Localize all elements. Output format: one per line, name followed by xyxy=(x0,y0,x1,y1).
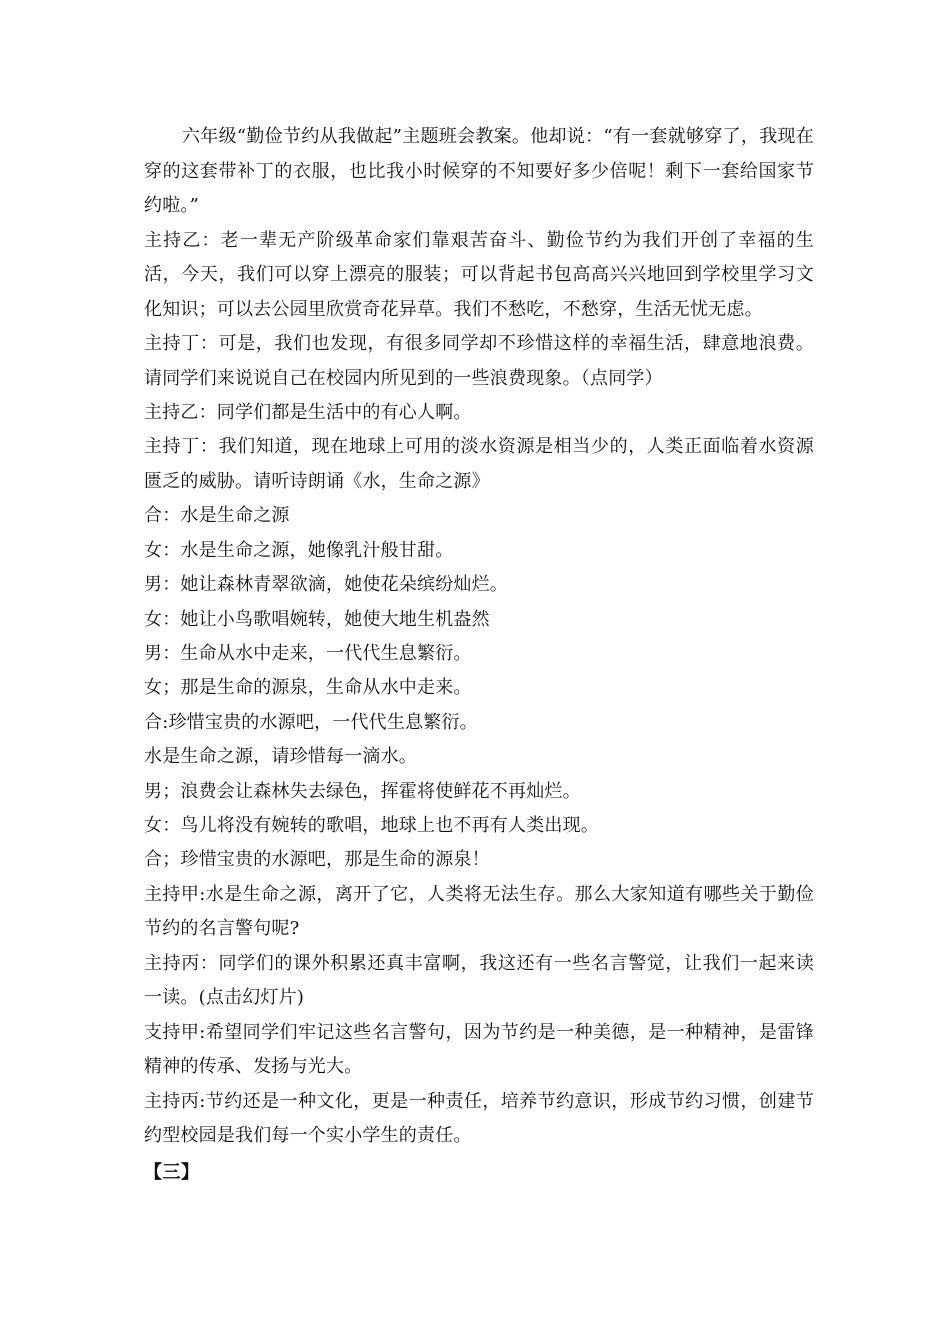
paragraph-host-bing-2: 主持丙:节约还是一种文化，更是一种责任，培养节约意识，形成节约习惯，创建节约型校园是我们每一个实小学生的责任。 xyxy=(144,1090,814,1147)
section-mark: 【三】 xyxy=(144,1161,200,1183)
poem-line-9: 男；浪费会让森林失去绿色，挥霍将使鲜花不再灿烂。 xyxy=(144,780,581,802)
paragraph-host-yi-1: 主持乙：老一辈无产阶级革命家们靠艰苦奋斗、勤俭节约为我们开创了幸福的生活，今天，我们可以穿上漂亮的服装；可以背起书包高高兴兴地回到学校里学习文化知识；可以去公园里欣赏奇花异草。我们不愁吃，不愁穿，生活无忧无虑。 xyxy=(144,229,814,320)
paragraph-host-ding-2: 主持丁：我们知道，现在地球上可用的淡水资源是相当少的，人类正面临着水资源匮乏的威胁。请听诗朗诵《水，生命之源》 xyxy=(144,436,814,492)
paragraph-host-jia-2: 支持甲:希望同学们牢记这些名言警句，因为节约是一种美德，是一种精神，是雷锋精神的传承、发扬与光大。 xyxy=(144,1021,814,1078)
poem-line-7: 合:珍惜宝贵的水源吧，一代代生息繁衍。 xyxy=(144,711,478,733)
poem-line-1: 合：水是生命之源 xyxy=(144,505,290,527)
poem-line-11: 合；珍惜宝贵的水源吧，那是生命的源泉！ xyxy=(144,849,490,871)
poem-line-10: 女：鸟儿将没有婉转的歌唱，地球上也不再有人类出现。 xyxy=(144,815,599,837)
poem-line-4: 女：她让小鸟歌唱婉转，她使大地生机盎然 xyxy=(144,608,490,630)
paragraph-host-ding-1: 主持丁：可是，我们也发现，有很多同学却不珍惜这样的幸福生活，肆意地浪费。请同学们来说说自己在校园内所见到的一些浪费现象。（点同学） xyxy=(144,333,814,389)
document-body xyxy=(144,120,814,1190)
paragraph-intro: 六年级“勤俭节约从我做起”主题班会教案。他却说：“有一套就够穿了，我现在穿的这套带补丁的衣服，也比我小时候穿的不知要好多少倍呢！剩下一套给国家节约啦。” xyxy=(144,126,814,216)
poem-line-2: 女：水是生命之源，她像乳汁般甘甜。 xyxy=(144,539,454,561)
paragraph-host-yi-2: 主持乙：同学们都是生活中的有心人啊。 xyxy=(144,402,472,423)
poem-line-3: 男：她让森林青翠欲滴，她使花朵缤纷灿烂。 xyxy=(144,574,508,596)
paragraph-host-bing-1: 主持丙：同学们的课外积累还真丰富啊，我这还有一些名言警觉，让我们一起来读一读。(点击幻灯片) xyxy=(144,952,814,1009)
paragraph-host-jia-1: 主持甲:水是生命之源，离开了它，人类将无法生存。那么大家知道有哪些关于勤俭节约的名言警句呢? xyxy=(144,883,814,940)
poem-line-6: 女；那是生命的源泉，生命从水中走来。 xyxy=(144,677,472,699)
poem-line-5: 男：生命从水中走来，一代代生息繁衍。 xyxy=(144,643,472,665)
poem-line-8: 水是生命之源，请珍惜每一滴水。 xyxy=(144,746,417,768)
